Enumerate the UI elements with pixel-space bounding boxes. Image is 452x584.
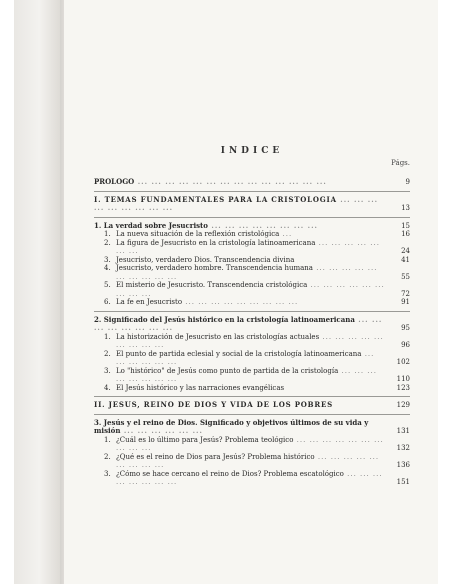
toc-entry-page: 132 — [396, 444, 410, 452]
subentry-text: El punto de partida eclesial y social de la cristología latinoamericana — [116, 349, 362, 358]
toc-subentry — [94, 333, 410, 350]
subentry-number: 3. — [104, 469, 111, 478]
part-number: I. — [94, 194, 102, 204]
toc-part-1 — [94, 196, 410, 213]
toc-entry-page: 95 — [401, 324, 410, 332]
section-3-items — [94, 436, 410, 487]
leader-dots: ... — [279, 230, 293, 238]
section-label: Jesús y el reino de Dios. Significado y objetivos últimos de su vida y misión — [94, 417, 369, 435]
leader-dots: ... ... ... ... ... ... ... ... ... — [116, 281, 385, 298]
toc-entry-page: 15 — [401, 221, 410, 230]
toc-subentry — [94, 367, 410, 384]
toc-part-2 — [94, 401, 410, 410]
subentry-text: ¿Qué es el reino de Dios para Jesús? Problema histórico — [116, 452, 315, 461]
toc-entry-page: 16 — [401, 230, 410, 238]
subentry-number: 5. — [104, 281, 111, 289]
toc-entry-label: PROLOGO — [94, 177, 135, 186]
leader-dots: ... ... ... ... ... ... — [116, 349, 375, 366]
leader-dots: ... ... ... ... ... ... ... ... ... — [116, 452, 380, 469]
subentry-number: 4. — [104, 383, 111, 392]
toc-entry-page: 96 — [401, 341, 410, 349]
subentry-number: 3. — [104, 255, 111, 264]
subentry-text: Jesucristo, verdadero hombre. Transcendencia humana — [116, 264, 313, 272]
toc-section-3 — [94, 419, 410, 436]
toc-entry-page: 129 — [396, 401, 410, 409]
toc-entry-page: 72 — [401, 289, 410, 298]
divider — [94, 396, 410, 397]
subentry-text: La historización de Jesucristo en las cristologías actuales — [116, 332, 320, 341]
part-label: JESUS, REINO DE DIOS Y VIDA DE LOS POBRES — [108, 400, 333, 409]
subentry-number: 1. — [104, 332, 111, 341]
toc-entry-page: 151 — [396, 478, 410, 486]
toc-entry-page: 24 — [401, 247, 410, 255]
subentry-number: 1. — [104, 230, 111, 238]
subentry-text: Lo "histórico" de Jesús como punto de partida de la cristología — [116, 366, 339, 375]
section-label: Significado del Jesús histórico en la cristología latinoamericana — [103, 314, 355, 324]
toc-subentry — [94, 350, 410, 367]
subentry-text: El misterio de Jesucristo. Transcendencia cristológica — [116, 281, 308, 289]
leader-dots: ... ... ... ... ... ... ... ... — [116, 469, 383, 486]
toc-subentry — [94, 239, 410, 256]
divider — [94, 311, 410, 312]
toc-entry-page: 9 — [405, 178, 410, 186]
toc-subentry — [94, 256, 410, 265]
section-1-items — [94, 230, 410, 307]
leader-dots: ... ... ... ... ... ... ... ... ... ... — [116, 264, 378, 281]
leader-dots: ... ... ... ... ... ... ... ... ... ... ... ... ... ... — [134, 177, 327, 186]
table-of-contents — [94, 146, 410, 487]
toc-entry-page: 136 — [396, 461, 410, 469]
part-label: TEMAS FUNDAMENTALES PARA LA CRISTOLOGIA — [104, 194, 337, 204]
toc-subentry — [94, 453, 410, 470]
pages-column-label: Págs. — [391, 159, 410, 167]
subentry-text: ¿Cuál es lo último para Jesús? Problema teológico — [116, 435, 294, 444]
subentry-number: 4. — [104, 264, 111, 272]
toc-subentry — [94, 230, 410, 239]
toc-entry-page: 131 — [396, 427, 410, 435]
toc-entry-page: 55 — [401, 272, 410, 281]
subentry-number: 2. — [104, 238, 111, 247]
toc-subentry — [94, 384, 410, 393]
leader-dots: ... ... ... ... ... ... ... ... — [207, 220, 318, 230]
section-number: 2. — [94, 314, 102, 324]
toc-entry-page: 91 — [401, 298, 410, 306]
leader-dots: ... ... ... ... ... ... ... ... ... — [182, 298, 299, 306]
subentry-text: ¿Cómo se hace cercano el reino de Dios? Problema escatológico — [116, 469, 344, 478]
leader-dots: ... ... ... ... ... ... ... ... ... — [116, 332, 384, 349]
leader-dots: ... ... ... ... ... ... ... ... ... — [94, 194, 379, 212]
toc-entry-page: 41 — [401, 255, 410, 264]
section-number: 1. — [94, 220, 102, 230]
section-number: 3. — [94, 417, 102, 427]
leader-dots: ... ... ... ... ... ... — [120, 426, 203, 435]
toc-subentry — [94, 298, 410, 307]
toc-subentry — [94, 281, 410, 298]
toc-entry-page: 123 — [396, 383, 410, 392]
toc-section-1 — [94, 222, 410, 231]
toc-title: INDICE — [220, 146, 284, 156]
section-label: La verdad sobre Jesucristo — [103, 220, 208, 230]
toc-section-2 — [94, 316, 410, 333]
subentry-number: 2. — [104, 349, 111, 358]
toc-entry-page: 13 — [401, 204, 410, 212]
toc-subentry — [94, 264, 410, 281]
leader-dots: ... ... ... ... ... ... ... ... — [116, 366, 377, 383]
subentry-text: La fe en Jesucristo — [116, 298, 183, 306]
toc-subentry — [94, 436, 410, 453]
book-page — [64, 0, 438, 584]
subentry-number: 1. — [104, 435, 111, 444]
divider — [94, 191, 410, 192]
subentry-text: La nueva situación de la reflexión cristológica — [116, 230, 280, 238]
toc-entry-prologo — [94, 178, 410, 187]
book-cover-edge — [14, 0, 60, 584]
toc-entry-page: 110 — [396, 375, 410, 383]
leader-dots: ... ... ... ... ... ... ... ... ... ... — [116, 435, 384, 452]
toc-subentry — [94, 470, 410, 487]
subentry-number: 6. — [104, 298, 111, 306]
leader-dots: ... ... ... ... ... ... ... — [116, 238, 380, 255]
section-2-items — [94, 333, 410, 393]
subentry-text: Jesucristo, verdadero Dios. Transcendencia divina — [116, 255, 295, 264]
subentry-number: 3. — [104, 366, 111, 375]
divider — [94, 414, 410, 415]
part-number: II. — [94, 400, 106, 409]
subentry-number: 2. — [104, 452, 111, 461]
subentry-text: El Jesús histórico y las narraciones evangélicas — [116, 383, 285, 392]
book — [14, 0, 438, 584]
leader-dots: ... ... ... ... ... ... ... ... — [94, 314, 383, 332]
subentry-text: La figura de Jesucristo en la cristología latinoamericana — [116, 238, 316, 247]
divider — [94, 217, 410, 218]
toc-entry-page: 102 — [396, 358, 410, 366]
